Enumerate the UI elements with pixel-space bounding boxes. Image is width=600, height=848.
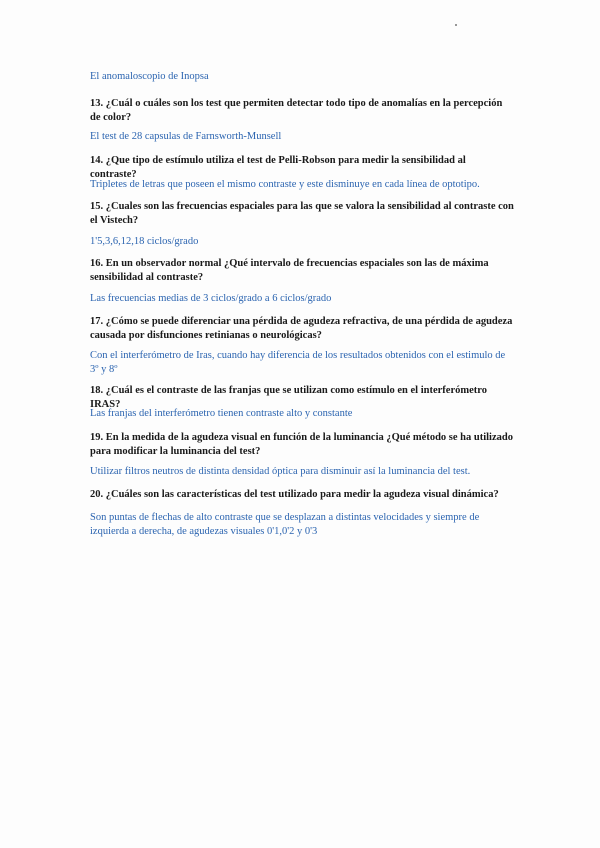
question-17: 17. ¿Cómo se puede diferenciar una pérdida de agudeza refractiva, de una pérdida de agudeza causada por disfunciones retinianas o neurológicas? bbox=[90, 316, 513, 341]
question-18: 18. ¿Cuál es el contraste de las franjas que se utilizan como estímulo en el interferómetro IRAS? bbox=[90, 385, 487, 410]
answer-13: El test de 28 capsulas de Farnsworth-Munsell bbox=[90, 131, 282, 142]
question-20: 20. ¿Cuáles son las características del test utilizado para medir la agudeza visual dinámica? bbox=[90, 489, 499, 500]
answer-17: Con el interferómetro de Iras, cuando hay diferencia de los resultados obtenidos con el estimulo de 3º y 8º bbox=[90, 350, 506, 375]
answer-20: Son puntas de flechas de alto contraste que se desplazan a distintas velocidades y siempre de izquierda a derecha, de agudezas visuales 0'1,0'2 y 0'3 bbox=[90, 512, 480, 537]
question-14: 14. ¿Que tipo de estímulo utiliza el test de Pelli-Robson para medir la sensibilidad al contraste? bbox=[90, 155, 466, 180]
question-13: 13. ¿Cuál o cuáles son los test que permiten detectar todo tipo de anomalías en la percepción de color? bbox=[90, 98, 503, 123]
answer-18: Las franjas del interferómetro tienen contraste alto y constante bbox=[90, 408, 353, 419]
scan-speck bbox=[455, 24, 457, 26]
answer-15: 1'5,3,6,12,18 ciclos/grado bbox=[90, 236, 199, 247]
question-15: 15. ¿Cuales son las frecuencias espaciales para las que se valora la sensibilidad al contraste con el Vistech? bbox=[90, 201, 514, 226]
question-16: 16. En un observador normal ¿Qué intervalo de frecuencias espaciales son las de máxima sensibilidad al contraste? bbox=[90, 258, 489, 283]
question-19: 19. En la medida de la agudeza visual en función de la luminancia ¿Qué método se ha utilizado para modificar la luminancia del test? bbox=[90, 432, 513, 457]
answer-12: El anomaloscopio de Inopsa bbox=[90, 71, 209, 82]
answer-19: Utilizar filtros neutros de distinta densidad óptica para disminuir así la luminancia del test. bbox=[90, 466, 471, 477]
answer-14: Tripletes de letras que poseen el mismo contraste y este disminuye en cada línea de optotipo. bbox=[90, 179, 480, 190]
answer-16: Las frecuencias medias de 3 ciclos/grado a 6 ciclos/grado bbox=[90, 293, 332, 304]
